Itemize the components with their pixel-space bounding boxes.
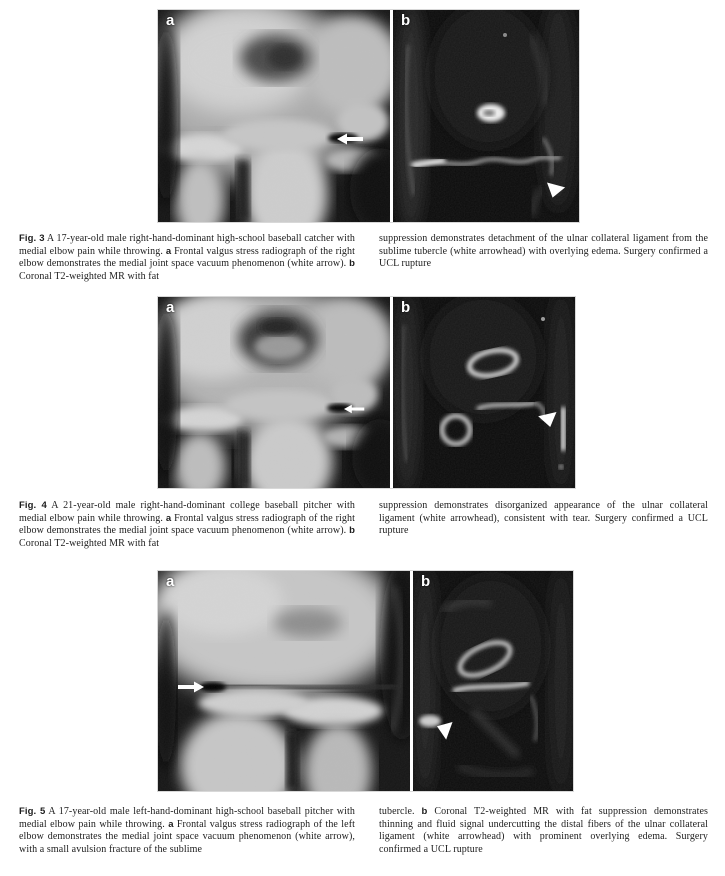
figure-4 — [158, 297, 575, 488]
figure-4-panel-b — [393, 297, 575, 488]
figure-4-mr-image — [393, 297, 575, 488]
panel-a-label: a — [166, 299, 175, 316]
figure-3-panel-b — [393, 10, 579, 222]
figure-4-caption-left-column: Fig. 4 A 21-year-old male right-hand-dominant college baseball pitcher with medial elbow pain while throwing. a Frontal valgus stress radiograph of the right elbow demonstrates the medial joint space vacuum phenomenon (white arrow). b Coronal T2-weighted MR with fat — [19, 500, 355, 549]
figure-3-caption-right-column: suppression demonstrates detachment of the ulnar collateral ligament from the sublime tubercle (white arrowhead) with overlying edema. Surgery confirmed a UCL rupture — [379, 233, 708, 270]
white-arrowhead-icon — [537, 408, 557, 427]
figure-5-panel-a — [158, 571, 410, 791]
panel-b-label: b — [421, 573, 431, 590]
figure-5-caption-right-column: tubercle. b Coronal T2-weighted MR with fat suppression demonstrates thinning and fluid signal undercutting the distal fibers of the ulnar collateral ligament (white arrowhead) with prominent overlying edema. Surgery confirmed a UCL rupture — [379, 806, 709, 855]
panel-b-label: b — [401, 12, 411, 29]
figure-3-radiograph-image — [158, 10, 390, 222]
white-arrow-icon — [178, 681, 204, 693]
figure-3 — [158, 10, 579, 222]
white-arrow-icon — [337, 133, 363, 145]
panel-a-label: a — [166, 573, 175, 590]
figure-5-mr-image — [413, 571, 573, 791]
figure-5 — [158, 571, 573, 791]
figure-4-panel-a — [158, 297, 390, 488]
panel-a-label: a — [166, 12, 175, 29]
figure-4-caption-right-column: suppression demonstrates disorganized appearance of the ulnar collateral ligament (white arrowhead), consistent with tear. Surgery confirmed a UCL rupture — [379, 500, 708, 537]
figure-3-caption-left-column: Fig. 3 A 17-year-old male right-hand-dominant high-school baseball catcher with medial elbow pain while throwing. a Frontal valgus stress radiograph of the right elbow demonstrates the medial joint space vacuum phenomenon (white arrow). b Coronal T2-weighted MR with fat — [19, 233, 355, 282]
figure-5-caption-left-column: Fig. 5 A 17-year-old male left-hand-dominant high-school baseball pitcher with medial elbow pain while throwing. a Frontal valgus stress radiograph of the left elbow demonstrates the medial joint space vacuum phenomenon (white arrow), with a small avulsion fracture of the sublime — [19, 806, 356, 855]
figure-4-radiograph-image — [158, 297, 390, 488]
panel-b-label: b — [401, 299, 411, 316]
white-arrow-icon — [344, 404, 364, 413]
figure-5-panel-b — [413, 571, 573, 791]
figure-3-panel-a — [158, 10, 390, 222]
